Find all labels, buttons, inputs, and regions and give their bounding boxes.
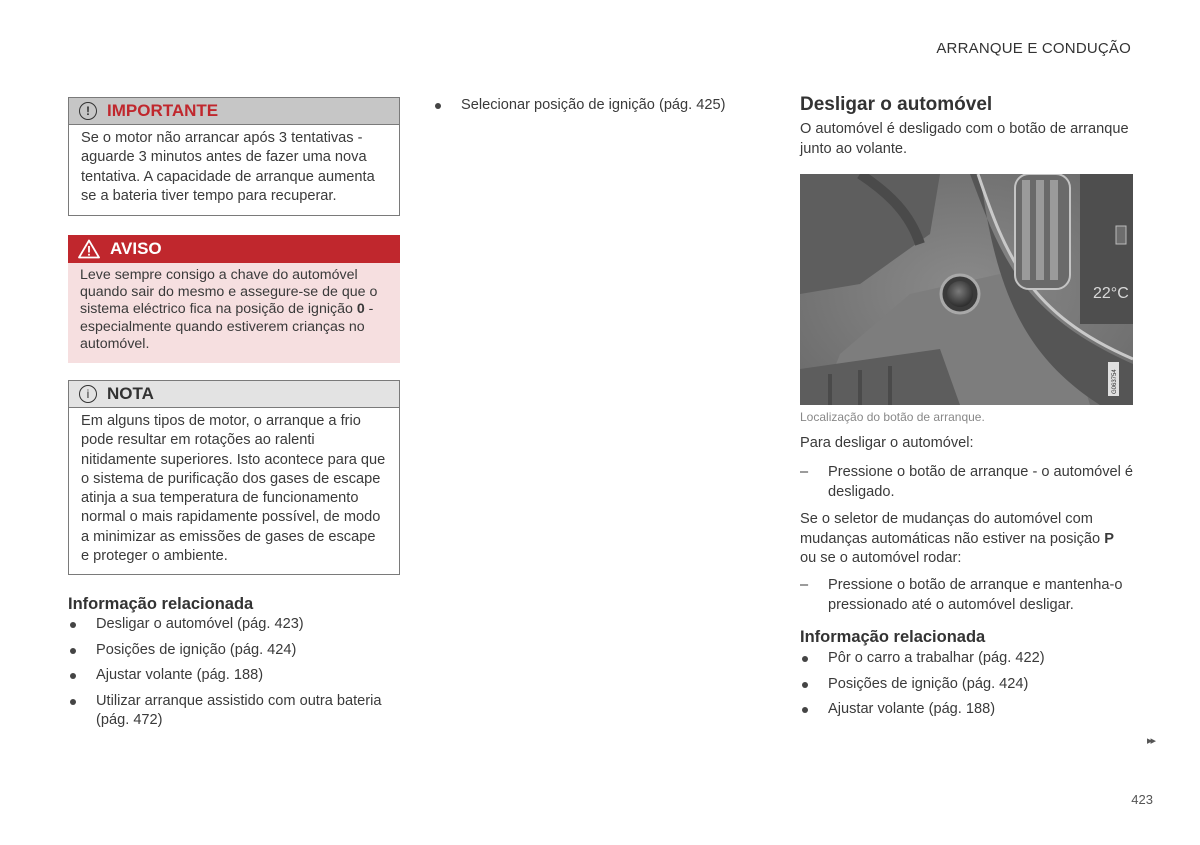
- list-item[interactable]: [800, 700, 1134, 720]
- related-list-continued: [433, 96, 763, 122]
- intro-text: O automóvel é desligado com o botão de arranque junto ao volante.: [800, 121, 1129, 157]
- list-item[interactable]: [800, 675, 1134, 695]
- condition-text: [800, 510, 1130, 569]
- list-item-text: Ajustar volante (pág. 188): [96, 667, 264, 683]
- step-2: [800, 576, 1134, 615]
- dash-marker: –: [800, 464, 809, 480]
- section-title: ARRANQUE E CONDUÇÃO: [936, 40, 1131, 57]
- list-item-text: Selecionar posição de ignição (pág. 425): [461, 97, 726, 113]
- important-title: IMPORTANTE: [107, 101, 219, 120]
- bullet-icon: [435, 103, 441, 109]
- note-title: NOTA: [107, 384, 154, 403]
- lead-text: Para desligar o automóvel:: [800, 435, 974, 451]
- list-item[interactable]: [800, 649, 1134, 669]
- list-item[interactable]: [433, 96, 763, 116]
- related-list: [800, 649, 1134, 726]
- important-text: Se o motor não arrancar após 3 tentativas - aguarde 3 minutos antes de fazer uma nova tentativa. A capacidade de arranque aumenta se a bateria tiver tempo para recuperar.: [81, 130, 375, 205]
- list-item-text: Desligar o automóvel (pág. 423): [96, 616, 304, 632]
- important-header: [69, 98, 399, 125]
- list-item[interactable]: [68, 692, 400, 731]
- related-heading: Informação relacionada: [800, 628, 986, 646]
- bullet-icon: [802, 682, 808, 688]
- bullet-icon: [70, 648, 76, 654]
- warning-triangle-icon: [78, 239, 100, 259]
- next-page-icon: ▸▸: [1146, 735, 1154, 747]
- warning-text-bold: 0: [356, 301, 365, 318]
- note-box: [68, 380, 400, 575]
- info-icon: i: [79, 385, 97, 403]
- list-item[interactable]: [68, 641, 400, 661]
- condition-text-part: ou se o automóvel rodar:: [800, 550, 962, 566]
- bullet-icon: [70, 622, 76, 628]
- warning-header: [68, 235, 400, 263]
- important-box: [68, 97, 400, 216]
- list-item-text: Posições de ignição (pág. 424): [96, 641, 297, 658]
- list-item-text: Utilizar arranque assistido com outra bateria (pág. 472): [96, 692, 382, 728]
- bullet-icon: [802, 707, 808, 713]
- related-heading: Informação relacionada: [68, 595, 254, 613]
- step-1: [800, 463, 1134, 502]
- bullet-icon: [70, 673, 76, 679]
- warning-text-part: - especialmente quando estiverem crianças no automóvel.: [80, 301, 374, 352]
- list-item-text: Posições de ignição (pág. 424): [828, 675, 1029, 692]
- bullet-icon: [70, 699, 76, 705]
- temperature-readout: 22°C: [1093, 285, 1129, 302]
- section-heading: Desligar o automóvel: [800, 94, 993, 115]
- dashboard-illustration: [800, 174, 1133, 405]
- start-button-photo: [800, 174, 1133, 405]
- note-header: [69, 381, 399, 408]
- list-item-text: Ajustar volante (pág. 188): [828, 701, 996, 717]
- step-2-text: Pressione o botão de arranque e mantenha-o pressionado até o automóvel desligar.: [828, 577, 1123, 613]
- dash-marker: –: [800, 577, 809, 593]
- list-item-text: Pôr o carro a trabalhar (pág. 422): [828, 650, 1045, 666]
- list-item[interactable]: [68, 666, 400, 686]
- page-number: 423: [1131, 792, 1153, 807]
- note-text: Em alguns tipos de motor, o arranque a frio pode resultar em rotações ao ralenti nitidamente superiores. Isto acontece para que o sistema de purificação dos gases de escape atinja a sua temperatura de funcionamento normal o mais rapidamente possível, de modo a minimizar as emissões de gases de escape e proteger o ambiente.: [81, 413, 386, 565]
- warning-box: [68, 235, 400, 363]
- warning-text-part: Leve sempre consigo a chave do automóvel quando sair do mesmo e assegure-se de que o sistema eléctrico fica na posição de ignição: [80, 267, 378, 318]
- image-code: G063754: [1112, 369, 1118, 394]
- list-item[interactable]: [68, 615, 400, 635]
- step-1-text: Pressione o botão de arranque - o automóvel é desligado.: [828, 464, 1134, 500]
- condition-text-part: Se o seletor de mudanças do automóvel com mudanças automáticas não estiver na posição: [800, 511, 1105, 547]
- warning-title: AVISO: [110, 239, 162, 258]
- exclamation-icon: !: [79, 102, 97, 120]
- related-list: [68, 615, 400, 737]
- warning-text: [68, 263, 400, 363]
- condition-text-bold: P: [1104, 530, 1114, 547]
- bullet-icon: [802, 656, 808, 662]
- image-caption: Localização do botão de arranque.: [800, 410, 985, 424]
